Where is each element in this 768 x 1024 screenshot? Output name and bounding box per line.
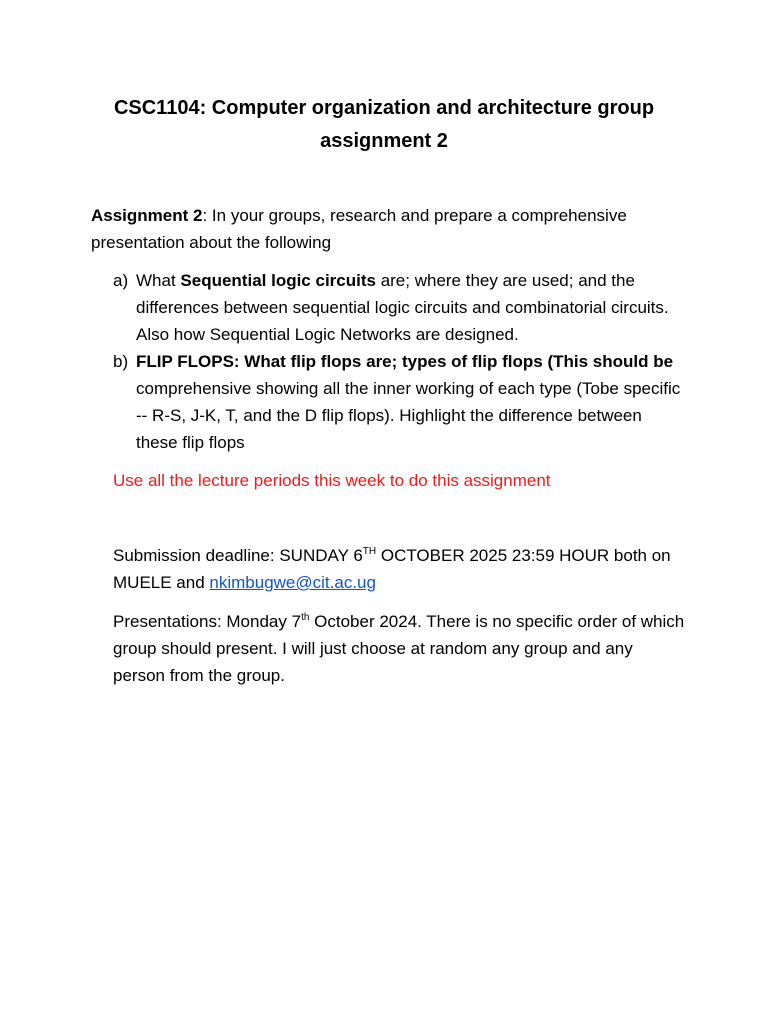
document-title — [80, 92, 688, 158]
item-a-bold: Sequential logic circuits — [180, 271, 376, 290]
list-marker-a: a) — [113, 271, 129, 290]
title-line-1: CSC1104: Computer organization and architecture group — [113, 97, 655, 119]
item-a-pre: What — [136, 271, 181, 290]
list-item-b-text — [136, 348, 688, 456]
title-line-2: assignment 2 — [320, 130, 448, 152]
item-a-post: are; where they are used; and the differences between sequential logic circuits and combinatorial circuits. Also how Sequential Logic Networks are designed. — [136, 271, 669, 344]
presentations-sup: th — [301, 612, 310, 623]
assignment-label: Assignment 2 — [91, 206, 203, 225]
list-marker-b: b) — [113, 352, 129, 371]
item-b-post: comprehensive showing all the inner working of each type (Tobe specific -- R-S, J-K, T, and the D flip flops). Highlight the difference between these flip flops — [136, 379, 681, 452]
list-item-a-text — [136, 267, 688, 348]
deadline-sup: TH — [362, 546, 377, 557]
assignment-intro-text: : In your groups, research and prepare a comprehensive presentation about the following — [91, 206, 627, 252]
list-item-a — [113, 267, 688, 348]
assignment-intro — [91, 202, 691, 256]
deadline-pre: Submission deadline: SUNDAY 6 — [113, 546, 363, 565]
item-b-bold: FLIP FLOPS: What flip flops are; types of flip flops (This should be — [136, 352, 674, 371]
presentations-note — [113, 608, 688, 689]
presentations-pre: Presentations: Monday 7 — [113, 612, 302, 631]
list-item-b — [113, 348, 688, 456]
submission-deadline — [113, 542, 688, 596]
deadline-post: OCTOBER 2025 23:59 HOUR both on MUELE and — [113, 546, 671, 592]
email-link[interactable]: nkimbugwe@cit.ac.ug — [209, 573, 376, 592]
presentations-post: October 2024. There is no specific order of which group should present. I will just choose at random any group and any person from the group. — [113, 612, 685, 685]
lecture-note: Use all the lecture periods this week to do this assignment — [113, 471, 551, 490]
